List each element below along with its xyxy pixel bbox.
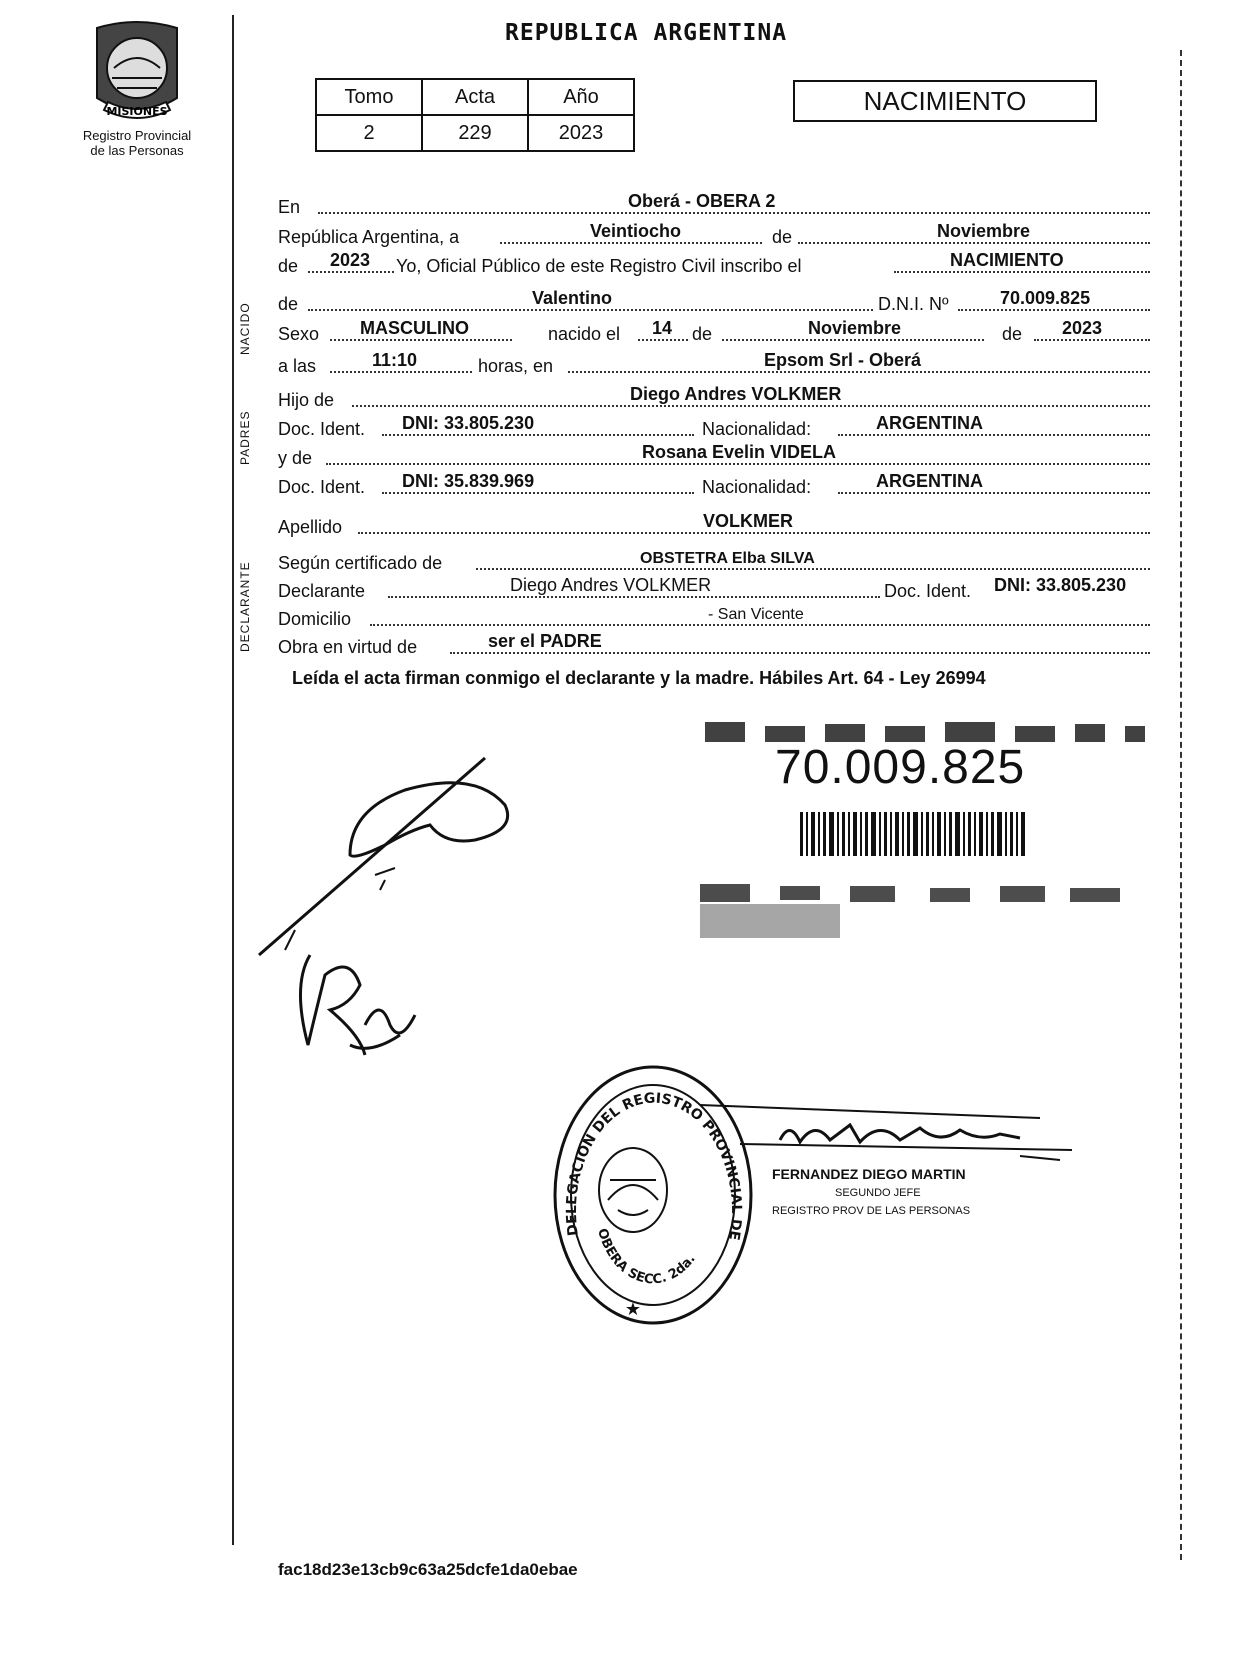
logo-caption [62, 128, 212, 158]
en-label: En [278, 197, 301, 217]
cert-label: Según certificado de [278, 553, 443, 573]
madre-nac-value: ARGENTINA [876, 471, 983, 491]
dotted-line [382, 492, 694, 494]
declarante-doc-value: DNI: 33.805.230 [994, 575, 1127, 595]
dotted-line [838, 492, 1150, 494]
domicilio-value: - San Vicente [708, 606, 804, 623]
document-hash: fac18d23e13cb9c63a25dcfe1da0ebae [278, 1560, 578, 1579]
registry-table [315, 78, 635, 152]
alas-label: a las [278, 356, 317, 376]
barcode [800, 812, 1025, 856]
dotted-line [330, 339, 512, 341]
de2-label: de [278, 256, 299, 276]
lugar-value: Epsom Srl - Oberá [764, 350, 922, 370]
registry-value-anio: 2023 [528, 115, 634, 151]
hora-value: 11:10 [372, 350, 418, 370]
barcode-number: 70.009.825 [775, 741, 1026, 794]
dotted-line [450, 652, 1150, 654]
closing-text: Leída el acta firman conmigo el declarante y la madre. Hábiles Art. 64 - Ley 26994 [292, 668, 986, 688]
declarante-doc-label: Doc. Ident. [884, 581, 972, 601]
madre-value: Rosana Evelin VIDELA [642, 442, 837, 462]
row-nombre [278, 289, 1150, 317]
row-certificado [278, 548, 1150, 576]
inscribo-text: Yo, Oficial Público de este Registro Civil inscribo el [396, 256, 802, 276]
republica-label: República Argentina, a [278, 227, 460, 247]
security-pattern-bottom [700, 880, 1140, 940]
row-domicilio [278, 604, 1150, 632]
row-padre [278, 385, 1150, 413]
document-title: REPUBLICA ARGENTINA [505, 20, 788, 46]
nac-mes-value: Noviembre [808, 318, 902, 338]
nac-anio-value: 2023 [1062, 318, 1103, 338]
official-role: SEGUNDO JEFE [835, 1187, 921, 1199]
row-madre-doc [278, 472, 1150, 500]
dni-value: 70.009.825 [1000, 288, 1091, 308]
mes-value: Noviembre [937, 221, 1031, 241]
registry-header-acta: Acta [422, 79, 528, 115]
dotted-line [382, 434, 694, 436]
left-margin-line [232, 15, 234, 1545]
row-declarante [278, 576, 1150, 604]
mother-signature [290, 945, 420, 1065]
cert-value: OBSTETRA Elba SILVA [640, 550, 815, 567]
row-anio-inscribo [278, 251, 1150, 279]
nac-de2-label: de [1002, 324, 1023, 344]
declarante-label: Declarante [278, 581, 366, 601]
seal-ring-top-text: DELEGACION DEL REGISTRO PROVINCIAL DE [563, 1090, 745, 1242]
padre-doc-value: DNI: 33.805.230 [402, 413, 535, 433]
dotted-line [370, 624, 1150, 626]
en-value: Oberá - OBERA 2 [628, 191, 776, 211]
logo-seal-text: MISIONES [106, 105, 168, 118]
dotted-line [326, 463, 1150, 465]
star-icon: ★ [624, 1299, 642, 1319]
anio-value: 2023 [330, 250, 371, 270]
dotted-line [308, 309, 873, 311]
dotted-line [318, 212, 1150, 214]
dotted-line [958, 309, 1150, 311]
hijo-label: Hijo de [278, 390, 335, 410]
nac-dia-value: 14 [652, 318, 673, 338]
svg-text:OBERA SECC. 2da. [594, 1227, 699, 1288]
dotted-line [308, 271, 394, 273]
padre-nac-label: Nacionalidad: [702, 419, 812, 439]
madre-nac-label: Nacionalidad: [702, 477, 812, 497]
nac-de-label: de [692, 324, 713, 344]
row-fecha-inscripcion [278, 222, 1150, 250]
dotted-line [388, 596, 880, 598]
nacido-label: nacido el [548, 324, 621, 344]
row-apellido [278, 512, 1150, 540]
inscribo-value: NACIMIENTO [950, 250, 1064, 270]
seal-ring-bottom-text: OBERA SECC. 2da. [594, 1226, 699, 1288]
registry-value-acta: 229 [422, 115, 528, 151]
official-name: FERNANDEZ DIEGO MARTIN [772, 1166, 966, 1182]
dotted-line [894, 271, 1150, 273]
nombre-value: Valentino [532, 288, 613, 308]
dotted-line [330, 371, 472, 373]
padre-doc-label: Doc. Ident. [278, 419, 366, 439]
sexo-label: Sexo [278, 324, 320, 344]
dotted-line [798, 242, 1150, 244]
dotted-line [722, 339, 984, 341]
dotted-line [838, 434, 1150, 436]
row-sexo [278, 319, 1150, 347]
row-madre [278, 443, 1150, 471]
row-en [278, 192, 1150, 220]
record-type-box: NACIMIENTO [793, 80, 1097, 122]
declarant-signature [255, 750, 515, 960]
registry-header-anio: Año [528, 79, 634, 115]
padre-value: Diego Andres VOLKMER [630, 384, 842, 404]
padre-nac-value: ARGENTINA [876, 413, 983, 433]
side-label-nacido: NACIDO [238, 302, 252, 355]
horas-en-label: horas, en [478, 356, 554, 376]
row-hora-lugar [278, 351, 1150, 379]
dotted-line [358, 532, 1150, 534]
dotted-line [476, 568, 1150, 570]
misiones-logo [82, 18, 192, 126]
declarante-value: Diego Andres VOLKMER [510, 575, 712, 595]
domicilio-label: Domicilio [278, 609, 352, 629]
apellido-label: Apellido [278, 517, 343, 537]
de-label: de [772, 227, 793, 247]
registry-header-tomo: Tomo [316, 79, 422, 115]
dotted-line [638, 339, 688, 341]
official-signature [700, 1100, 1080, 1170]
logo-caption-line2: de las Personas [90, 143, 184, 158]
side-label-declarante: DECLARANTE [238, 561, 252, 652]
dotted-line [352, 405, 1150, 407]
apellido-value: VOLKMER [703, 511, 793, 531]
yde-label: y de [278, 448, 313, 468]
sexo-value: MASCULINO [360, 318, 469, 338]
dia-value: Veintiocho [590, 221, 682, 241]
row-obra [278, 632, 1150, 660]
nombre-de-label: de [278, 294, 299, 314]
side-label-padres: PADRES [238, 410, 252, 465]
dotted-line [568, 371, 1150, 373]
official-org: REGISTRO PROV DE LAS PERSONAS [772, 1205, 971, 1217]
right-margin-line [1180, 50, 1182, 1560]
row-padre-doc [278, 414, 1150, 442]
logo-caption-line1: Registro Provincial [82, 128, 192, 143]
obra-label: Obra en virtud de [278, 637, 418, 657]
registry-value-tomo: 2 [316, 115, 422, 151]
madre-doc-label: Doc. Ident. [278, 477, 366, 497]
obra-value: ser el PADRE [488, 631, 602, 651]
dotted-line [1034, 339, 1150, 341]
dotted-line [500, 242, 762, 244]
madre-doc-value: DNI: 35.839.969 [402, 471, 535, 491]
dni-label: D.N.I. Nº [878, 294, 949, 314]
